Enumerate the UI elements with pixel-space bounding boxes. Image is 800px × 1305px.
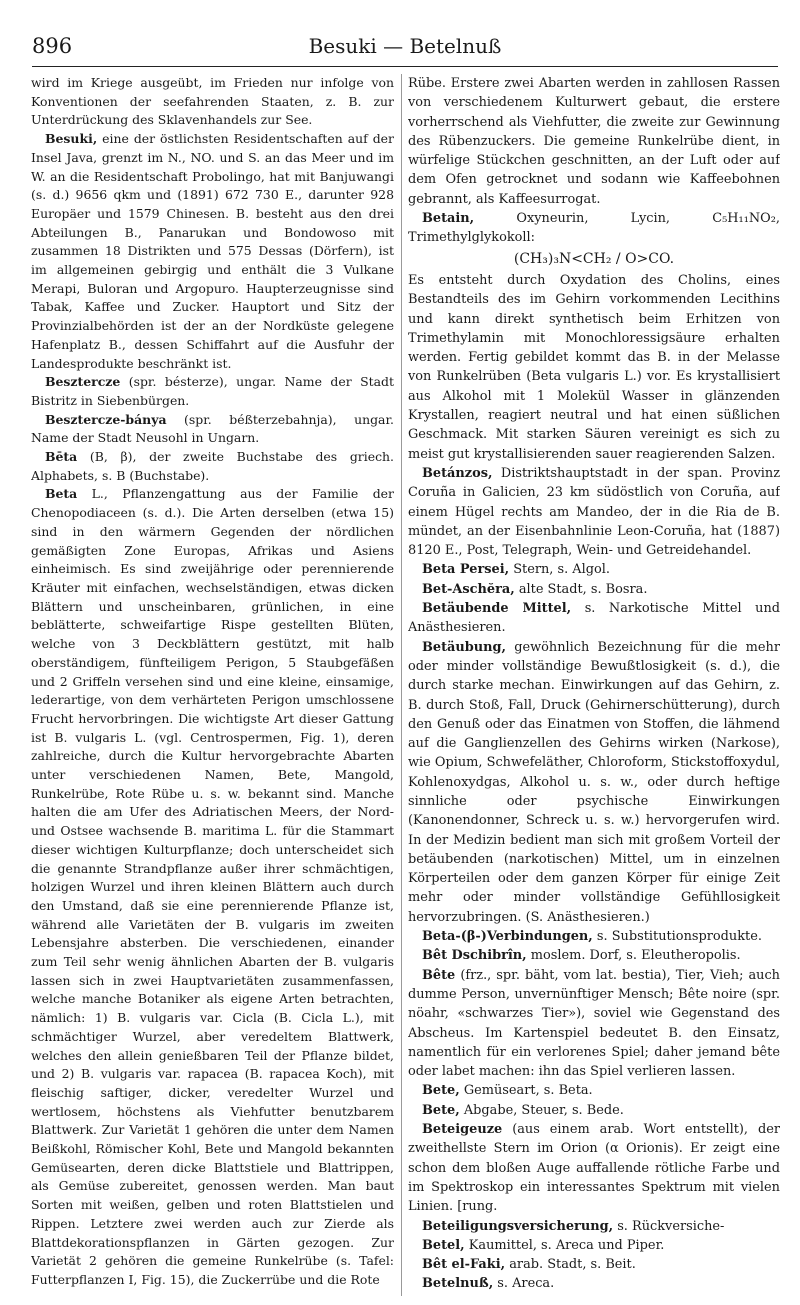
entry-headword: Besztercze-bánya <box>45 411 167 427</box>
dictionary-entry <box>31 373 394 410</box>
dictionary-entry <box>31 448 394 485</box>
entry-headword: Besztercze <box>45 374 121 390</box>
entry-text: Kaumittel, s. Areca und Piper. <box>468 1237 665 1253</box>
entry-headword: Bêt Dschibrîn, <box>422 948 527 964</box>
entry-text: Rübe. Erstere zwei Abarten werden in zahllosen Rassen von verschiedenem Kulturwert gebaut, die erstere vorherrschend als Viehfutter, die zweite zur Gewinnung des Rübenzuckers. Die gemeine Runkelrübe dient, in würfelige Stückchen geschnitten, an der Luft oder auf dem Ofen getrocknet und sodann wie Kaffeebohnen gebrannt, als Kaffeesurrogat. <box>408 76 780 207</box>
entry-text: s. Narkotische Mittel und Anästhesieren. <box>408 601 780 636</box>
entry-headword: Betain, <box>422 211 475 227</box>
entry-text: Distriktshauptstadt in der span. Provinz Coruña in Galicien, 23 km südöstlich von Coruña, auf einem Hügel rechts am Mandeo, der in die Ria de B. mündet, an der Eisenbahnlinie Leon-Coruña, hat (1887) 8120 E., Post, Telegraph, Wein- und Getreidehandel. <box>408 465 780 559</box>
right-column <box>408 74 780 1296</box>
dictionary-entry <box>408 1255 780 1274</box>
header-rule <box>32 66 778 67</box>
entry-headword: Bet-Aschĕra, <box>422 581 515 597</box>
entry-text: moslem. Dorf, s. Eleutheropolis. <box>530 948 741 964</box>
entry-text: gewöhnlich Bezeichnung für die mehr oder minder vollständige Bewußtlosigkeit (s. d.), die durch starke mechan. Einwirkungen auf das Gehirn, z. B. durch Stoß, Fall, Druck (Gehirnerschütterung), durch den Genuß oder das Einatmen von Stoffen, die lähmend auf die Ganglienzellen des Gehirns wirken (Narkose), wie Opium, Schwefeläther, Chloroform, Stickstoffoxydul, Kohlenoxydgas, Alkohol u. s. w., oder durch heftige sinnliche oder psychische Einwirkungen (Kanonendonner, Schreck u. s. w.) hervorgerufen wird. In der Medizin bedient man sich mit großem Vorteil der betäubenden (narkotischen) Mittel, um in einzelnen Körperteilen oder dem ganzen Körper für einige Zeit mehr oder minder vollständige Gefühllosigkeit hervorzubringen. (S. Anästhesieren.) <box>408 639 780 925</box>
entry-headword: Besuki, <box>45 131 98 147</box>
entry-headword: Betánzos, <box>422 465 493 481</box>
entry-headword: Bēta <box>45 449 78 465</box>
dictionary-entry <box>408 560 780 579</box>
dictionary-entry <box>31 485 394 1289</box>
left-column <box>31 74 394 1296</box>
entry-text: Oxyneurin, Lycin, C₅H₁₁NO₂, Trimethylglykokoll: <box>408 211 780 246</box>
entry-text: (spr. bésterze), ungar. Name der Stadt Bistritz in Siebenbürgen. <box>31 374 394 408</box>
dictionary-entry <box>408 1081 780 1100</box>
entry-text: (aus einem arab. Wort entstellt), der zweithellste Stern im Orion (α Orionis). Er zeigt eine schon dem bloßen Auge auffallende rötliche Farbe und im Spektroskop ein interessantes Spektrum mit vielen Linien. [rung. <box>408 1122 780 1215</box>
entry-text: s. Rückversiche- <box>617 1218 725 1234</box>
dictionary-entry <box>408 1120 780 1216</box>
entry-headword: Bêt el-Faki, <box>422 1257 506 1273</box>
running-head: Besuki — Betelnuß <box>308 34 502 58</box>
dictionary-entry <box>408 464 780 560</box>
dictionary-entry <box>408 1217 780 1236</box>
entry-continuation <box>31 74 394 130</box>
dictionary-entry <box>408 580 780 599</box>
entry-text: (spr. béßterzebahnja), ungar. Name der Stadt Neusohl in Ungarn. <box>31 411 394 446</box>
dictionary-entry <box>408 209 780 248</box>
entry-text: Gemüseart, s. Beta. <box>463 1083 593 1099</box>
entry-headword: Beta Persei, <box>422 562 510 578</box>
dictionary-entry <box>408 1101 780 1120</box>
entry-headword: Beta <box>45 486 78 502</box>
dictionary-entry <box>31 411 394 448</box>
entry-headword: Beta-(β-)Verbindungen, <box>422 929 593 945</box>
entry-headword: Beteigeuze <box>422 1122 503 1138</box>
entry-continuation <box>408 74 780 209</box>
chemical-formula: (CH₃)₃N<CH₂ / O>CO. <box>513 250 675 267</box>
dictionary-entry <box>31 130 394 373</box>
dictionary-entry <box>408 927 780 946</box>
dictionary-entry <box>408 638 780 927</box>
dictionary-entry <box>408 1274 780 1293</box>
entry-text: L., Pflanzengattung aus der Familie der Chenopodiaceen (s. d.). Die Arten derselben (etwa 15) sind in den wärmern Gegenden der nördlichen gemäßigten Zone Europas, Afrikas und Asiens einheimisch. Es sind zweijährige oder perennierende Kräuter mit einfachen, wechselständigen, etwas dicken Blättern und unscheinbaren, grünlichen, in eine beblätterte, schweifartige Rispe gestellten Blüten, welche von 3 Deckblättern gestützt, mit halb oberständigem, fünfteiligem Perigon, 5 Staubgefäßen und 2 Griffeln versehen sind und eine kleine, einsamige, lederartige, von dem verhärteten Perigon umschlossene Frucht hervorbringen. Die wichtigste Art dieser Gattung ist B. vulgaris L. (vgl. Centrospermen, Fig. 1), deren zahlreiche, durch die Kultur hervorgebrachte Abarten unter verschiedenen Namen, Bete, Mangold, Runkelrübe, Rote Rübe u. s. w. bekannt sind. Manche halten die am Ufer des Adriatischen Meers, der Nord- und Ostsee wachsende B. maritima L. für die Stammart dieser wichtigen Kulturpflanze; doch unterscheidet sich die genannte Strandpflanze außer ihrer schmächtigen, holzigen Wurzel und ihren kleinen Blättern auch durch den Umstand, daß sie eine perennierende Pflanze ist, während alle Varietäten der B. vulgaris im zweiten Lebensjahre absterben. Die verschiedenen, einander zum Teil sehr wenig ähnlichen Abarten der B. vulgaris lassen sich in zwei Hauptvarietäten zusammenfassen, welche manche Botaniker als eigene Arten betrachten, nämlich: 1) B. vulgaris var. Cicla (B. Cicla L.), mit schmächtiger Wurzel, aber veredeltem Blattwerk, welches den allein genießbaren Teil der Pflanze bildet, und 2) B. vulgaris var. rapacea (B. rapacea Koch), mit fleischig saftiger, dicker, veredelter Wurzel und wertlosem, höchstens als Viehfutter benutzbarem Blattwerk. Zur Varietät 1 gehören die unter dem Namen Beißkohl, Römischer Kohl, Bete und Mangold bekannten Gemüsearten, deren dicke Blattstiele und Blattrippen, als Gemüse zubereitet, genossen werden. Man baut Sorten mit weißen, gelben und roten Blattstielen und Rippen. Letztere zwei werden auch zur Zierde als Blattdekorationspflanzen in Gärten gezogen. Zur Varietät 2 gehören die gemeine Runkelrübe (s. Tafel: Futterpflanzen I, Fig. 15), die Zuckerrübe und die Rote <box>31 486 394 1287</box>
entry-text: Es entsteht durch Oxydation des Cholins, eines Bestandteils des im Gehirn vorkommenden Lecithins und kann direkt synthetisch beim Erhitzen von Trimethylamin mit Monochloressigsäure erhalten werden. Fertig gebildet kommt das B. in der Melasse von Runkelrüben (Beta vulgaris L.) vor. Es krystallisiert aus Alkohol mit 1 Molekül Wasser in glänzenden Krystallen, reagiert neutral und hat einen süßlichen Geschmack. Mit starken Säuren vereinigt es sich zu meist gut krystallisierenden sauer reagierenden Salzen. <box>408 272 780 462</box>
entry-text: (frz., spr. bäht, vom lat. bestia), Tier, Vieh; auch dumme Person, unvernünftiger Mensch; Bête noire (spr. nöahr, «schwarzes Tier»), soviel wie Gegenstand des Abscheus. Im Kartenspiel bedeutet B. den Einsatz, namentlich für ein verlorenes Spiel; daher jemand bête oder labet machen: ihn das Spiel verlieren lassen. <box>408 967 780 1080</box>
entry-text: Stern, s. Algol. <box>513 562 610 578</box>
dictionary-entry <box>408 599 780 638</box>
entry-text: Abgabe, Steuer, s. Bede. <box>463 1102 624 1118</box>
entry-text: alte Stadt, s. Bosra. <box>518 581 648 597</box>
entry-headword: Beteiligungsversicherung, <box>422 1218 614 1234</box>
entry-headword: Betäubende Mittel, <box>422 601 572 617</box>
entry-text: s. Substitutionsprodukte. <box>596 929 762 945</box>
entry-text: s. Areca. <box>497 1276 555 1292</box>
page-header <box>32 34 778 64</box>
entry-headword: Betel, <box>422 1237 465 1253</box>
entry-headword: Betelnuß, <box>422 1276 494 1292</box>
column-divider <box>401 74 402 1296</box>
entry-headword: Betäubung, <box>422 639 507 655</box>
dictionary-entry <box>408 1236 780 1255</box>
entry-text: (Β, β), der zweite Buchstabe des griech. Alphabets, s. B (Buchstabe). <box>31 449 394 483</box>
entry-headword: Bete, <box>422 1102 460 1118</box>
entry-headword: Bete, <box>422 1083 460 1099</box>
dictionary-entry <box>408 946 780 965</box>
dictionary-entry <box>408 966 780 1082</box>
entry-text: arab. Stadt, s. Beit. <box>509 1257 636 1273</box>
entry-text: eine der östlichsten Residentschaften auf der Insel Java, grenzt im N., NO. und S. an das Meer und im W. an die Residentschaft Probolingo, hat mit Banjuwangi (s. d.) 9656 qkm und (1891) 672 730 E., darunter 928 Europäer und 1579 Chinesen. B. besteht aus den drei Abteilungen B., Panarukan und Bondowoso mit zusammen 18 Distrikten und 575 Dessas (Dörfern), ist im allgemeinen gebirgig und enthält die 3 Vulkane Merapi, Buloran und Argopuro. Haupterzeugnisse sind Tabak, Kaffee und Zucker. Hauptort und Sitz der Provinzialbehörden ist der an der Nordküste gelegene Hafenplatz B., dessen Schiffahrt auf die Ausfuhr der Landesprodukte beschränkt ist. <box>31 131 394 371</box>
page-number: 896 <box>32 34 73 58</box>
entry-headword: Bête <box>422 967 456 983</box>
entry-continuation <box>408 271 780 464</box>
entry-text: wird im Kriege ausgeübt, im Frieden nur infolge von Konventionen der seefahrenden Staaten, z. B. zur Unterdrückung des Sklavenhandels zur See. <box>31 75 394 128</box>
